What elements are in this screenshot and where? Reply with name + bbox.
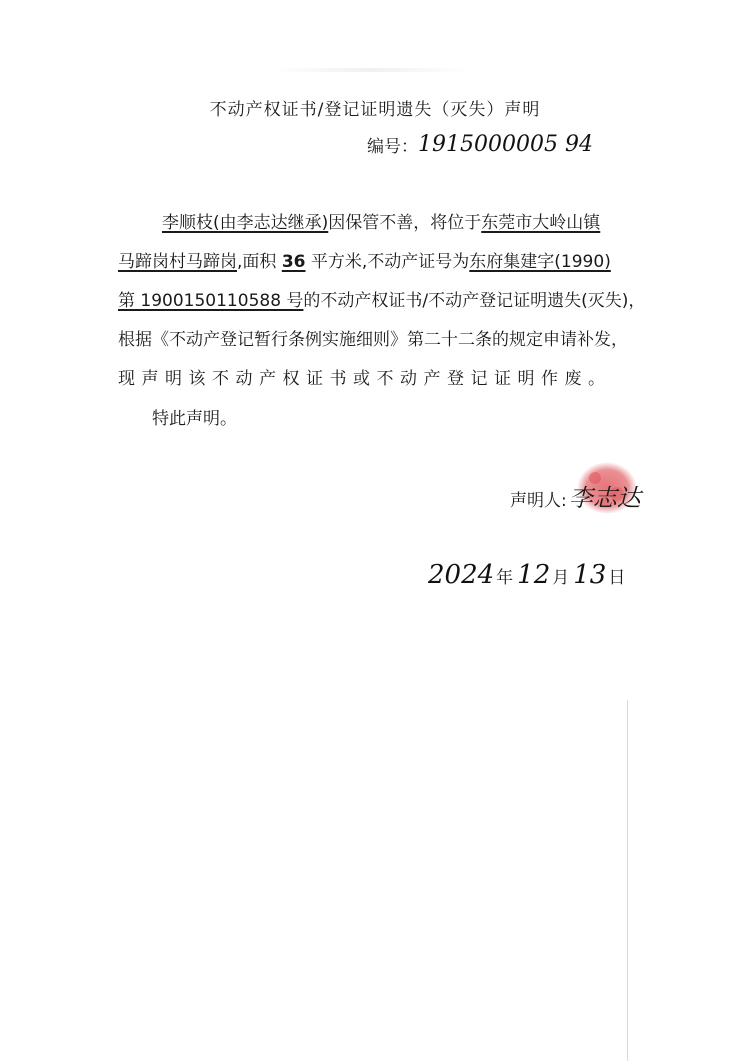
body-line-5: 现声明该不动产权证书或不动产登记证明作废。: [118, 369, 612, 389]
body-line-2: [118, 243, 648, 282]
date-year: 2024: [428, 560, 495, 590]
body-line-3: [118, 282, 648, 321]
date-month-unit: 月: [552, 568, 570, 588]
date-month: 12: [517, 560, 551, 590]
date-year-unit: 年: [496, 568, 514, 588]
closing-statement: 特此声明。: [152, 409, 237, 429]
document-title: 不动产权证书/登记证明遗失（灭失）声明: [209, 100, 541, 120]
declarant: [510, 478, 641, 513]
declaration-date: [428, 560, 629, 590]
declarant-signature: 李志达: [568, 484, 641, 512]
body-line-4: 根据《不动产登记暂行条例实施细则》第二十二条的规定申请补发，: [118, 330, 628, 350]
body-text: 因保管不善，将位于: [328, 213, 482, 233]
property-area: 36: [281, 252, 306, 272]
certificate-prefix: 东府集建字(1990): [469, 252, 611, 272]
serial-value: 1915000005 94: [418, 132, 593, 157]
serial-number: [367, 132, 593, 157]
declarant-label: 声明人:: [510, 491, 567, 511]
certificate-number: 第 1900150110588 号: [118, 291, 304, 311]
body-line-1: [118, 204, 648, 243]
owner-name: 李顺枝(由李志达继承): [162, 213, 329, 233]
scan-line: [627, 700, 628, 1061]
body-text: 平方米,不动产证号为: [310, 252, 470, 272]
scan-artifact: [270, 68, 470, 72]
date-day-unit: 日: [608, 568, 626, 588]
body-text: ,面积: [237, 252, 277, 272]
declaration-body: [118, 204, 648, 399]
serial-label: 编号：: [367, 137, 418, 157]
property-location: 东莞市大岭山镇: [481, 213, 601, 233]
body-text: 的不动产权证书/不动产登记证明遗失(灭失)，: [303, 291, 646, 311]
date-day: 13: [573, 560, 607, 590]
property-village: 马蹄岗村马蹄岗: [118, 252, 237, 272]
